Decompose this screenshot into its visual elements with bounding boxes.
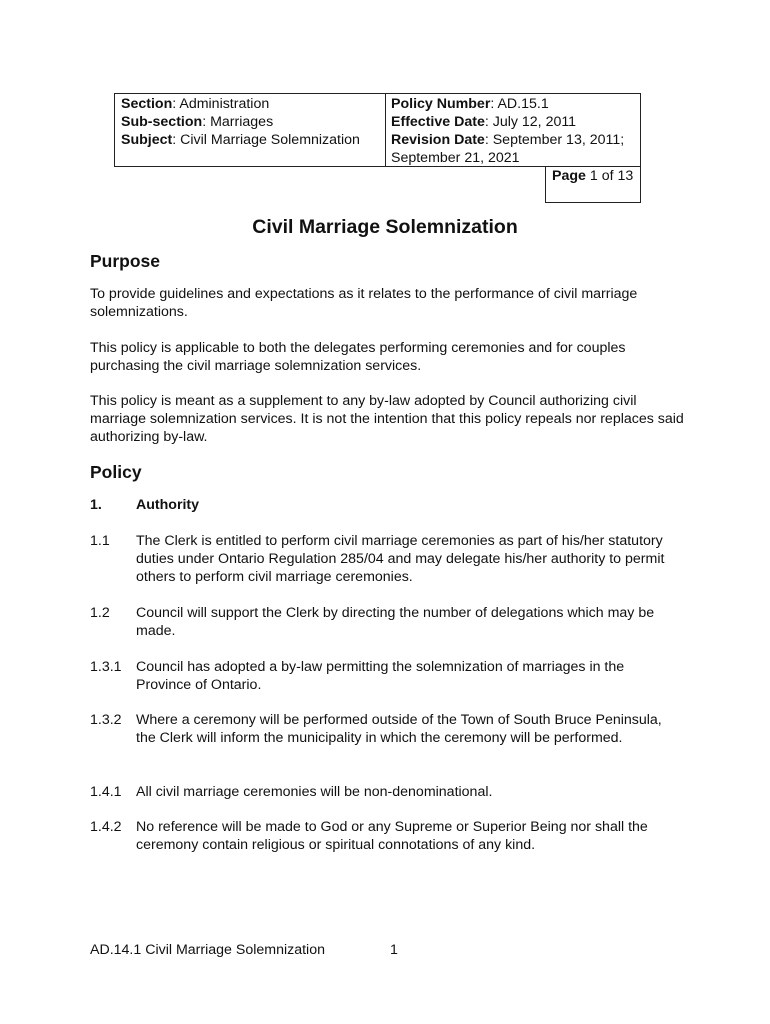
revision-date-line: Revision Date: September 13, 2011; September 21, 2021 [391, 132, 625, 166]
subsection-line: Sub-section: Marriages [121, 114, 274, 130]
page-count-cell: Page 1 of 13 [545, 166, 641, 203]
header-left-cell [114, 93, 386, 167]
item-text: All civil marriage ceremonies will be non-denominational. [136, 784, 493, 800]
item-number: 1.3.2 [90, 712, 122, 728]
item-text: Where a ceremony will be performed outside of the Town of South Bruce Peninsula, the Clerk will inform the municipality in which the ceremony will be performed. [136, 712, 662, 746]
purpose-paragraph: To provide guidelines and expectations as it relates to the performance of civil marriage solemnizations. [90, 286, 638, 320]
purpose-paragraph: This policy is meant as a supplement to any by-law adopted by Council authorizing civil marriage solemnization services. It is not the intention that this policy repeals nor replaces said authorizing by-law. [90, 393, 684, 445]
section-title: Authority [136, 497, 200, 513]
item-number: 1.4.2 [90, 819, 122, 835]
item-number: 1.3.1 [90, 659, 122, 675]
item-text: No reference will be made to God or any Supreme or Superior Being nor shall the ceremony contain religious or spiritual connotations of any kind. [136, 819, 648, 853]
policy-header-table [114, 93, 641, 203]
policy-heading: Policy [90, 462, 142, 482]
item-number: 1.1 [90, 533, 110, 549]
item-number: 1.2 [90, 605, 110, 621]
purpose-heading: Purpose [90, 251, 161, 271]
subject-line: Subject: Civil Marriage Solemnization [121, 132, 360, 148]
item-text: The Clerk is entitled to perform civil marriage ceremonies as part of his/her statutory duties under Ontario Regulation 285/04 and may delegate his/her authority to permit others to perform civil marriage ceremonies. [136, 533, 665, 585]
footer-doc-label: AD.14.1 Civil Marriage Solemnization [90, 942, 325, 958]
footer-page-number: 1 [390, 942, 398, 958]
purpose-paragraph: This policy is applicable to both the delegates performing ceremonies and for couples purchasing the civil marriage solemnization services. [90, 340, 626, 374]
item-number: 1.4.1 [90, 784, 122, 800]
section-number: 1. [90, 497, 102, 513]
header-right-cell [385, 93, 641, 167]
policy-number-line: Policy Number: AD.15.1 [391, 96, 549, 112]
effective-date-line: Effective Date: July 12, 2011 [391, 114, 577, 130]
document-title: Civil Marriage Solemnization [252, 216, 518, 238]
item-text: Council will support the Clerk by directing the number of delegations which may be made. [136, 605, 655, 639]
section-line: Section: Administration [121, 96, 270, 112]
item-text: Council has adopted a by-law permitting the solemnization of marriages in the Province of Ontario. [136, 659, 625, 693]
